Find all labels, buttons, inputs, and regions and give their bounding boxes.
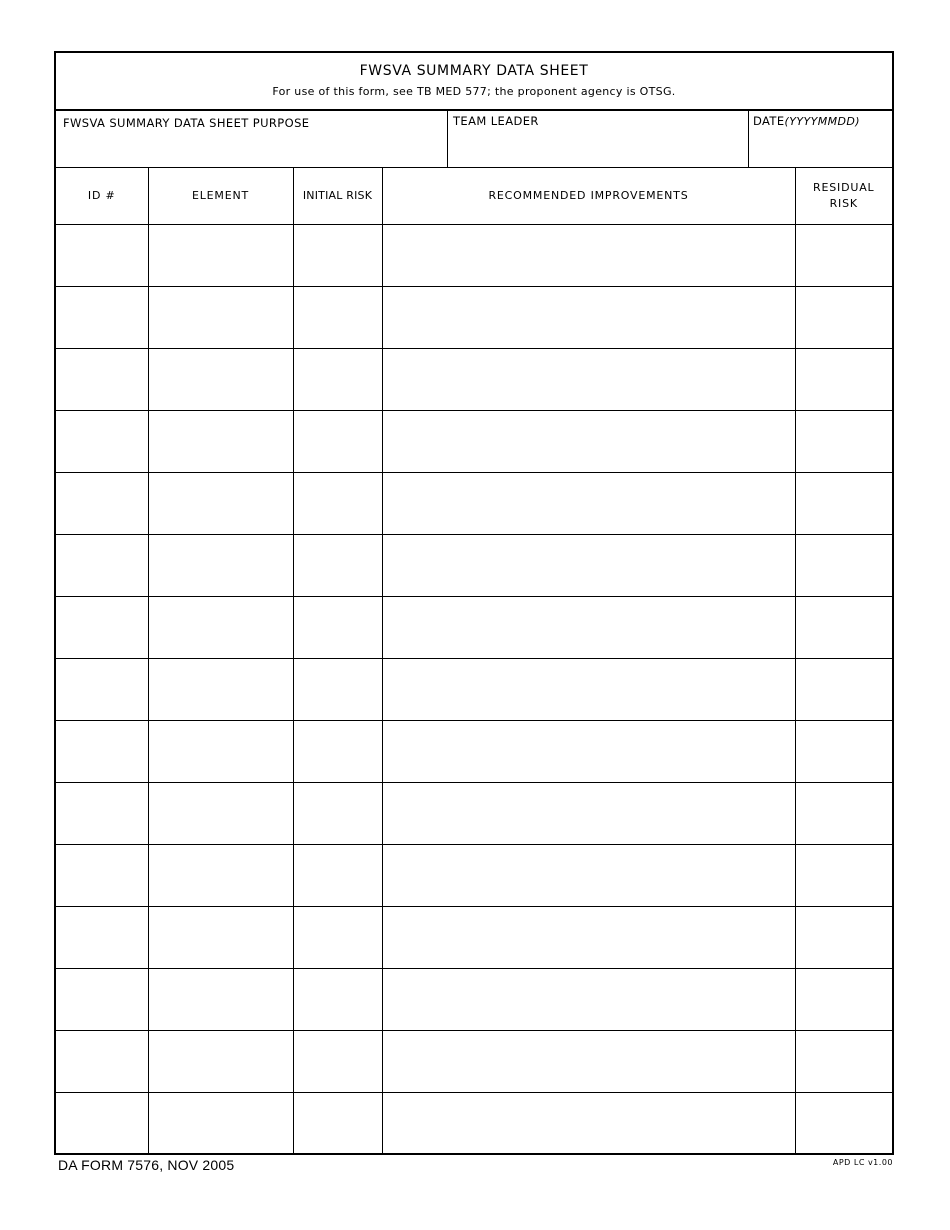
column-header-element: ELEMENT	[148, 168, 293, 224]
form-title: FWSVA SUMMARY DATA SHEET	[359, 63, 589, 79]
table-row	[56, 782, 892, 844]
id-input[interactable]	[56, 1093, 148, 1155]
recommended-improvements-cell	[382, 596, 795, 658]
element-cell	[148, 906, 293, 968]
recommended-improvements-input[interactable]	[383, 287, 795, 348]
table-row	[56, 596, 892, 658]
id-cell	[56, 782, 148, 844]
footer-form-id: DA FORM 7576, NOV 2005	[58, 1157, 235, 1173]
residual-risk-input[interactable]	[796, 225, 893, 286]
initial-risk-input[interactable]	[294, 1031, 382, 1092]
residual-risk-input[interactable]	[796, 969, 893, 1030]
table-row	[56, 1092, 892, 1154]
id-cell	[56, 1092, 148, 1154]
element-input[interactable]	[149, 969, 293, 1030]
recommended-improvements-cell	[382, 658, 795, 720]
column-header-initial-risk: INITIAL RISK	[293, 168, 382, 224]
element-input[interactable]	[149, 907, 293, 968]
residual-risk-input[interactable]	[796, 287, 893, 348]
date-label-group	[753, 114, 860, 128]
initial-risk-cell	[293, 472, 382, 534]
table-row	[56, 534, 892, 596]
residual-risk-input[interactable]	[796, 1093, 893, 1155]
residual-risk-input[interactable]	[796, 1031, 893, 1092]
id-input[interactable]	[56, 225, 148, 286]
recommended-improvements-input[interactable]	[383, 411, 795, 472]
id-input[interactable]	[56, 349, 148, 410]
element-input[interactable]	[149, 1093, 293, 1155]
residual-risk-cell	[795, 1030, 892, 1092]
recommended-improvements-cell	[382, 472, 795, 534]
recommended-improvements-cell	[382, 410, 795, 472]
initial-risk-cell	[293, 658, 382, 720]
residual-risk-input[interactable]	[796, 907, 893, 968]
id-input[interactable]	[56, 845, 148, 906]
residual-risk-line1: RESIDUAL	[813, 180, 875, 194]
recommended-improvements-input[interactable]	[383, 659, 795, 720]
initial-risk-cell	[293, 1030, 382, 1092]
initial-risk-cell	[293, 1092, 382, 1154]
date-format-hint: (YYYYMMDD)	[784, 115, 860, 128]
residual-risk-input[interactable]	[796, 783, 893, 844]
table-row	[56, 968, 892, 1030]
column-header-residual-risk	[795, 168, 892, 224]
recommended-improvements-cell	[382, 844, 795, 906]
initial-risk-input[interactable]	[294, 845, 382, 906]
recommended-improvements-input[interactable]	[383, 1093, 795, 1155]
residual-risk-input[interactable]	[796, 597, 893, 658]
element-cell	[148, 844, 293, 906]
table-header-row	[56, 168, 892, 224]
initial-risk-input[interactable]	[294, 287, 382, 348]
element-cell	[148, 720, 293, 782]
recommended-improvements-cell	[382, 782, 795, 844]
initial-risk-cell	[293, 410, 382, 472]
residual-risk-cell	[795, 410, 892, 472]
table-row	[56, 410, 892, 472]
initial-risk-input[interactable]	[294, 783, 382, 844]
id-cell	[56, 968, 148, 1030]
recommended-improvements-input[interactable]	[383, 473, 795, 534]
element-input[interactable]	[149, 225, 293, 286]
form-header	[56, 53, 892, 111]
id-cell	[56, 844, 148, 906]
table-row	[56, 224, 892, 286]
recommended-improvements-input[interactable]	[383, 783, 795, 844]
purpose-label: FWSVA SUMMARY DATA SHEET PURPOSE	[63, 116, 310, 130]
id-input[interactable]	[56, 907, 148, 968]
id-input[interactable]	[56, 1031, 148, 1092]
element-input[interactable]	[149, 473, 293, 534]
recommended-improvements-cell	[382, 348, 795, 410]
table-row	[56, 720, 892, 782]
recommended-improvements-cell	[382, 906, 795, 968]
residual-risk-cell	[795, 596, 892, 658]
element-cell	[148, 286, 293, 348]
recommended-improvements-input[interactable]	[383, 969, 795, 1030]
id-input[interactable]	[56, 411, 148, 472]
element-cell	[148, 1092, 293, 1154]
recommended-improvements-cell	[382, 1030, 795, 1092]
initial-risk-cell	[293, 782, 382, 844]
recommended-improvements-cell	[382, 534, 795, 596]
residual-risk-input[interactable]	[796, 473, 893, 534]
table-row	[56, 348, 892, 410]
residual-risk-input[interactable]	[796, 659, 893, 720]
element-input[interactable]	[149, 287, 293, 348]
initial-risk-cell	[293, 968, 382, 1030]
element-cell	[148, 348, 293, 410]
element-input[interactable]	[149, 721, 293, 782]
id-cell	[56, 410, 148, 472]
table-row	[56, 658, 892, 720]
residual-risk-cell	[795, 534, 892, 596]
initial-risk-input[interactable]	[294, 1093, 382, 1155]
initial-risk-input[interactable]	[294, 535, 382, 596]
column-header-id: ID #	[56, 168, 148, 224]
residual-risk-input[interactable]	[796, 721, 893, 782]
initial-risk-cell	[293, 906, 382, 968]
initial-risk-input[interactable]	[294, 597, 382, 658]
initial-risk-input[interactable]	[294, 411, 382, 472]
residual-risk-cell	[795, 472, 892, 534]
recommended-improvements-cell	[382, 720, 795, 782]
initial-risk-input[interactable]	[294, 659, 382, 720]
recommended-improvements-cell	[382, 968, 795, 1030]
residual-risk-cell	[795, 1092, 892, 1154]
id-input[interactable]	[56, 597, 148, 658]
element-cell	[148, 1030, 293, 1092]
column-header-recommended-improvements: RECOMMENDED IMPROVEMENTS	[382, 168, 795, 224]
footer-version: APD LC v1.00	[832, 1158, 893, 1167]
element-input[interactable]	[149, 659, 293, 720]
residual-risk-cell	[795, 782, 892, 844]
id-cell	[56, 658, 148, 720]
id-input[interactable]	[56, 659, 148, 720]
residual-risk-cell	[795, 286, 892, 348]
residual-risk-input[interactable]	[796, 535, 893, 596]
initial-risk-cell	[293, 720, 382, 782]
residual-risk-cell	[795, 348, 892, 410]
residual-risk-cell	[795, 968, 892, 1030]
element-cell	[148, 224, 293, 286]
initial-risk-cell	[293, 224, 382, 286]
id-input[interactable]	[56, 969, 148, 1030]
recommended-improvements-cell	[382, 224, 795, 286]
table-body	[56, 224, 892, 1154]
initial-risk-cell	[293, 844, 382, 906]
form-subtitle: For use of this form, see TB MED 577; the proponent agency is OTSG.	[272, 85, 676, 98]
residual-risk-cell	[795, 720, 892, 782]
element-cell	[148, 596, 293, 658]
id-cell	[56, 720, 148, 782]
initial-risk-input[interactable]	[294, 349, 382, 410]
residual-risk-input[interactable]	[796, 411, 893, 472]
id-input[interactable]	[56, 535, 148, 596]
initial-risk-input[interactable]	[294, 473, 382, 534]
team-leader-label: TEAM LEADER	[453, 114, 539, 128]
date-label: DATE	[753, 114, 785, 128]
recommended-improvements-input[interactable]	[383, 721, 795, 782]
table-row	[56, 906, 892, 968]
id-input[interactable]	[56, 473, 148, 534]
element-cell	[148, 410, 293, 472]
element-input[interactable]	[149, 597, 293, 658]
residual-risk-input[interactable]	[796, 845, 893, 906]
id-input[interactable]	[56, 287, 148, 348]
element-input[interactable]	[149, 349, 293, 410]
table-row	[56, 844, 892, 906]
residual-risk-cell	[795, 658, 892, 720]
date-field[interactable]	[749, 111, 892, 167]
recommended-improvements-input[interactable]	[383, 907, 795, 968]
purpose-field[interactable]	[56, 111, 448, 167]
initial-risk-input[interactable]	[294, 225, 382, 286]
element-cell	[148, 658, 293, 720]
recommended-improvements-input[interactable]	[383, 349, 795, 410]
initial-risk-input[interactable]	[294, 907, 382, 968]
table-row	[56, 1030, 892, 1092]
residual-risk-line2: RISK	[829, 196, 858, 210]
element-cell	[148, 782, 293, 844]
residual-risk-cell	[795, 906, 892, 968]
initial-risk-input[interactable]	[294, 969, 382, 1030]
recommended-improvements-input[interactable]	[383, 597, 795, 658]
residual-risk-cell	[795, 844, 892, 906]
table-row	[56, 286, 892, 348]
element-input[interactable]	[149, 783, 293, 844]
element-cell	[148, 534, 293, 596]
initial-risk-cell	[293, 348, 382, 410]
recommended-improvements-input[interactable]	[383, 225, 795, 286]
element-input[interactable]	[149, 535, 293, 596]
initial-risk-input[interactable]	[294, 721, 382, 782]
id-cell	[56, 534, 148, 596]
recommended-improvements-cell	[382, 1092, 795, 1154]
recommended-improvements-cell	[382, 286, 795, 348]
id-input[interactable]	[56, 783, 148, 844]
initial-risk-cell	[293, 534, 382, 596]
info-row	[56, 111, 892, 168]
residual-risk-input[interactable]	[796, 349, 893, 410]
initial-risk-cell	[293, 596, 382, 658]
element-cell	[148, 968, 293, 1030]
recommended-improvements-input[interactable]	[383, 535, 795, 596]
initial-risk-cell	[293, 286, 382, 348]
form-frame	[54, 51, 894, 1155]
recommended-improvements-input[interactable]	[383, 845, 795, 906]
id-cell	[56, 1030, 148, 1092]
id-input[interactable]	[56, 721, 148, 782]
element-cell	[148, 472, 293, 534]
element-input[interactable]	[149, 1031, 293, 1092]
team-leader-field[interactable]	[448, 111, 749, 167]
id-cell	[56, 596, 148, 658]
element-input[interactable]	[149, 411, 293, 472]
id-cell	[56, 224, 148, 286]
element-input[interactable]	[149, 845, 293, 906]
id-cell	[56, 286, 148, 348]
id-cell	[56, 348, 148, 410]
residual-risk-cell	[795, 224, 892, 286]
id-cell	[56, 906, 148, 968]
summary-table	[56, 168, 892, 1154]
id-cell	[56, 472, 148, 534]
table-row	[56, 472, 892, 534]
recommended-improvements-input[interactable]	[383, 1031, 795, 1092]
